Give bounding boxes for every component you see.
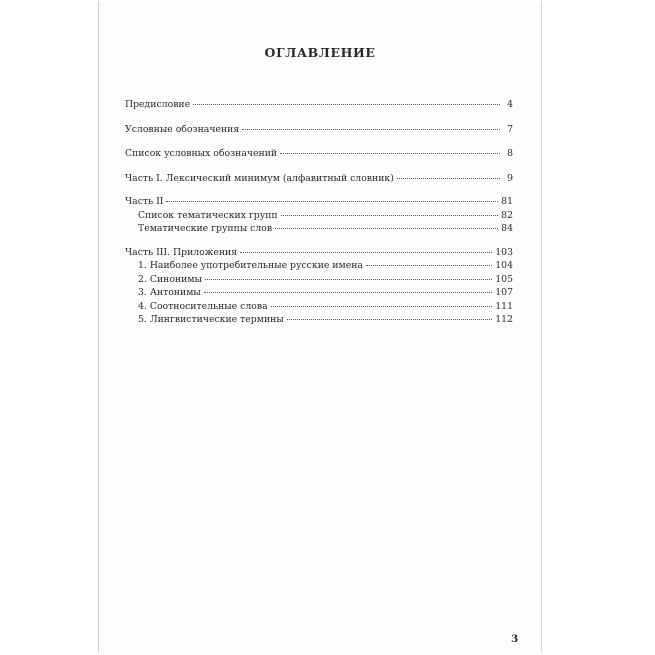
toc-entry-page: 82 <box>501 209 513 221</box>
dot-leader <box>280 153 500 154</box>
dot-leader <box>240 252 492 253</box>
toc-entry-page: 81 <box>501 196 513 207</box>
toc-entry-thematic-list[interactable] <box>125 209 513 223</box>
toc-entry-page: 104 <box>495 260 513 271</box>
dot-leader <box>242 129 500 130</box>
toc-entry-label: 4. Соотносительные слова <box>138 300 268 312</box>
dot-leader <box>275 228 498 229</box>
toc-entry-symbols[interactable] <box>125 123 513 137</box>
toc-entry-label: 2. Синонимы <box>138 273 202 285</box>
toc-entry-page: 84 <box>501 223 513 234</box>
dot-leader <box>281 215 499 216</box>
toc-entry-page: 107 <box>495 287 513 298</box>
toc-entry-label: 3. Антонимы <box>138 287 201 298</box>
dot-leader <box>397 178 500 179</box>
toc-entry-antonyms[interactable] <box>125 286 513 300</box>
toc-entry-preface[interactable] <box>125 98 513 112</box>
dot-leader <box>205 279 492 280</box>
toc-entry-label: Список условных обозначений <box>125 148 278 159</box>
toc-entry-page: 9 <box>507 172 513 184</box>
dot-leader <box>287 319 492 320</box>
toc-entry-linguistic-terms[interactable] <box>125 313 513 327</box>
toc-entry-page: 7 <box>507 123 513 135</box>
toc-entry-page: 112 <box>495 314 513 325</box>
toc-entry-part-1[interactable] <box>125 172 513 186</box>
page-number: 3 <box>511 633 519 645</box>
toc-entry-label: Часть III. Приложения <box>125 246 238 258</box>
toc-entry-page: 111 <box>495 300 513 312</box>
toc-entry-part-2[interactable] <box>125 195 513 209</box>
toc-entry-label: Предисловие <box>125 99 191 110</box>
toc-entry-label: 5. Лингвистические термины <box>138 314 284 325</box>
dot-leader <box>193 104 500 105</box>
toc-entry-page: 103 <box>495 246 513 258</box>
toc-entry-page: 8 <box>507 148 513 159</box>
toc-entry-thematic-groups[interactable] <box>125 222 513 236</box>
toc-entry-page: 4 <box>507 99 513 110</box>
toc-entry-names[interactable] <box>125 259 513 273</box>
dot-leader <box>271 306 493 307</box>
dot-leader <box>204 292 492 293</box>
toc-entry-label: Условные обозначения <box>125 123 240 135</box>
toc-entry-symbols-list[interactable] <box>125 147 513 161</box>
toc-entry-correlative-words[interactable] <box>125 300 513 314</box>
toc-entry-label: Список тематических групп <box>138 209 278 221</box>
toc-entry-part-3[interactable] <box>125 246 513 260</box>
page-title: ОГЛАВЛЕНИЕ <box>264 45 376 60</box>
table-of-contents <box>125 98 513 327</box>
dot-leader <box>366 265 492 266</box>
book-page <box>98 1 542 653</box>
toc-entry-synonyms[interactable] <box>125 273 513 287</box>
toc-entry-label: Часть II <box>125 196 164 207</box>
toc-entry-label: Тематические группы слов <box>138 223 273 234</box>
toc-entry-page: 105 <box>495 273 513 285</box>
dot-leader <box>166 201 498 202</box>
toc-entry-label: Часть I. Лексический минимум (алфавитный словник) <box>125 172 394 184</box>
toc-entry-label: 1. Наиболее употребительные русские имена <box>138 260 364 271</box>
